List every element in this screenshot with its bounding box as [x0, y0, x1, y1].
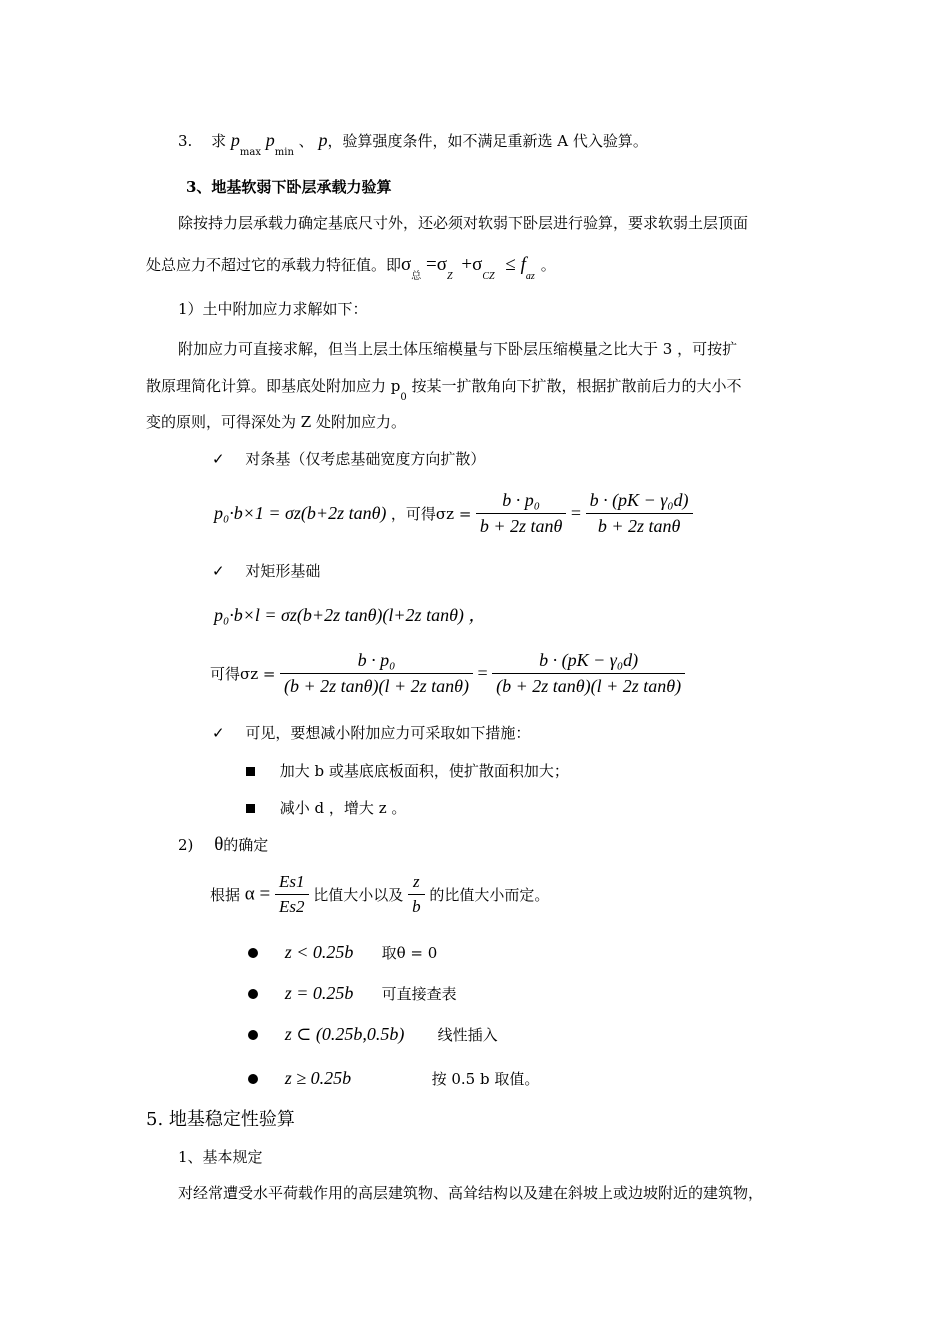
theta-symbol: θ: [214, 834, 224, 855]
condition-note: 按 0.5 b 取值。: [431, 1070, 540, 1088]
paragraph: 对经常遭受水平荷载作用的高层建筑物、高耸结构以及建在斜坡上或边坡附近的建筑物，: [178, 1184, 764, 1202]
dot-bullet-icon: [248, 989, 258, 999]
sub-az: az: [525, 271, 535, 282]
bullet-text: 减小 d ，增大 z 。: [279, 799, 407, 817]
denominator: b: [412, 897, 421, 916]
le: ≤: [505, 254, 516, 275]
check-text: 对矩形基础: [245, 562, 321, 580]
fraction: [275, 872, 309, 917]
formula-mid: ，可得σz =: [390, 505, 472, 523]
equals: =: [426, 254, 437, 275]
check-item: [212, 560, 320, 581]
condition-note: 取θ = 0: [381, 944, 438, 962]
check-item: [212, 448, 485, 469]
item-text: 求: [211, 132, 227, 150]
dot-bullet-icon: [248, 948, 258, 958]
period: 。: [540, 256, 556, 274]
condition-note: 可直接查表: [381, 985, 457, 1003]
sub-min: min: [274, 147, 294, 158]
fraction: [408, 872, 425, 917]
paragraph: 除按持力层承载力确定基底尺寸外，还必须对软弱下卧层进行验算，要求软弱土层顶面: [178, 214, 749, 232]
numerator: b · (pK − γ₀d): [492, 650, 685, 674]
formula-pre: 可得σz =: [210, 665, 276, 683]
var-p: p: [265, 130, 275, 150]
item-text: ，验算强度条件，如不满足重新选 A 代入验算。: [327, 132, 648, 150]
section-3-title: 3、地基软弱下卧层承载力验算: [186, 178, 392, 196]
var-f: f: [520, 254, 526, 275]
sigma-symbol: σ: [472, 254, 483, 275]
check-item: [212, 722, 530, 743]
section-5-title: 5. 地基稳定性验算: [146, 1109, 295, 1130]
subsection-text: 的确定: [223, 836, 269, 854]
dot-bullet-icon: [248, 1074, 258, 1084]
paragraph-condition: [146, 254, 556, 282]
paragraph-text: 处总应力不超过它的承载力特征值。即: [146, 256, 402, 274]
numerator: b · p₀: [280, 650, 473, 674]
paragraph-text: 按某一扩散角向下扩散，根据扩散前后力的大小不: [406, 377, 742, 395]
var-p: p: [318, 130, 328, 150]
subsection-2: [178, 834, 268, 856]
sub-max: max: [239, 147, 261, 158]
formula-pre: 根据: [210, 886, 241, 904]
checkmark-icon: [212, 450, 225, 468]
numerator: Es1: [275, 872, 309, 895]
condition-item: [248, 983, 457, 1004]
fraction: [586, 490, 693, 537]
numerator: z: [408, 872, 425, 895]
paragraph: 附加应力可直接求解，但当上层土体压缩模量与下卧层压缩模量之比大于 3 ，可按扩: [178, 340, 738, 358]
var-p: p: [230, 130, 240, 150]
condition-expr: z < 0.25b: [284, 942, 354, 962]
denominator: Es2: [279, 897, 305, 916]
sub-0: 0: [400, 392, 407, 403]
fraction: [476, 490, 567, 537]
bullet-text: 加大 b 或基底底板面积，使扩散面积加大；: [279, 762, 569, 780]
sub-z: Z: [447, 271, 453, 282]
fraction: [280, 650, 473, 697]
formula-rect-result: 可得σz = $\frac{\text{b · p₀}}{\text{(b + 2z tanθ)(l + 2z tanθ)}}$ = $\frac{\text{b · (pK − γ₀d)}}{\text{(b + 2z tanθ)(l + 2z tanθ)}}$: [210, 650, 685, 697]
square-bullet-icon: [246, 804, 255, 813]
condition-item: [248, 942, 437, 963]
denominator: (b + 2z tanθ)(l + 2z tanθ): [496, 676, 682, 696]
formula-end: 的比值大小而定。: [429, 886, 550, 904]
subsection-1: 1）土中附加应力求解如下：: [178, 300, 368, 318]
fraction: [492, 650, 685, 697]
sigma-symbol: σ: [436, 254, 448, 275]
denominator: b + 2z tanθ: [597, 516, 681, 536]
condition-expr: z ≥ 0.25b: [284, 1068, 352, 1088]
condition-note: 线性插入: [437, 1026, 498, 1044]
formula-mid: 比值大小以及: [313, 886, 404, 904]
bullet-item: [246, 797, 406, 818]
square-bullet-icon: [246, 767, 255, 776]
bullet-item: [246, 760, 569, 781]
formula-lhs: p₀·b×1 = σz(b+2z tanθ): [214, 503, 387, 523]
formula-rect: p₀·b×l = σz(b+2z tanθ)(l+2z tanθ) ，: [214, 605, 487, 625]
condition-expr: z = 0.25b: [284, 983, 354, 1003]
plus: +: [461, 254, 473, 275]
subsection-number: 2): [178, 836, 194, 854]
condition-item: [248, 1024, 498, 1045]
sub-zong: 总: [411, 271, 422, 282]
paragraph-text: 散原理简化计算。即基底处附加应力 p: [146, 377, 401, 395]
numerator: b · p₀: [476, 490, 567, 514]
check-text: 对条基（仅考虑基础宽度方向扩散）: [245, 450, 486, 468]
alpha-eq: α =: [244, 883, 271, 905]
formula-alpha: [210, 872, 549, 917]
separator: 、: [298, 132, 314, 150]
condition-item: [248, 1068, 539, 1089]
check-text: 可见，要想减小附加应力可采取如下措施：: [245, 724, 531, 742]
checkmark-icon: [212, 724, 225, 742]
paragraph: [146, 375, 742, 403]
dot-bullet-icon: [248, 1030, 258, 1040]
numerator: b · (pK − γ₀d): [586, 490, 693, 514]
checkmark-icon: [212, 562, 225, 580]
sub-cz: CZ: [482, 271, 495, 282]
denominator: (b + 2z tanθ)(l + 2z tanθ): [283, 676, 469, 696]
denominator: b + 2z tanθ: [479, 516, 563, 536]
formula-strip: p₀·b×1 = σz(b+2z tanθ) ，可得σz = $\frac{\text{b · p₀}}{\text{b + 2z tanθ}}$ = $\frac{\text{b · (pK − γ₀d)}}{\text{b + 2z tanθ}}$: [214, 490, 693, 537]
paragraph: 变的原则，可得深处为 Z 处附加应力。: [146, 413, 406, 431]
item-3: [178, 130, 648, 158]
sigma-symbol: σ: [401, 254, 412, 275]
condition-expr: z ⊂ (0.25b,0.5b): [284, 1024, 405, 1044]
section-5-subtitle: 1、基本规定: [178, 1148, 263, 1166]
item-number: 3.: [178, 132, 193, 150]
